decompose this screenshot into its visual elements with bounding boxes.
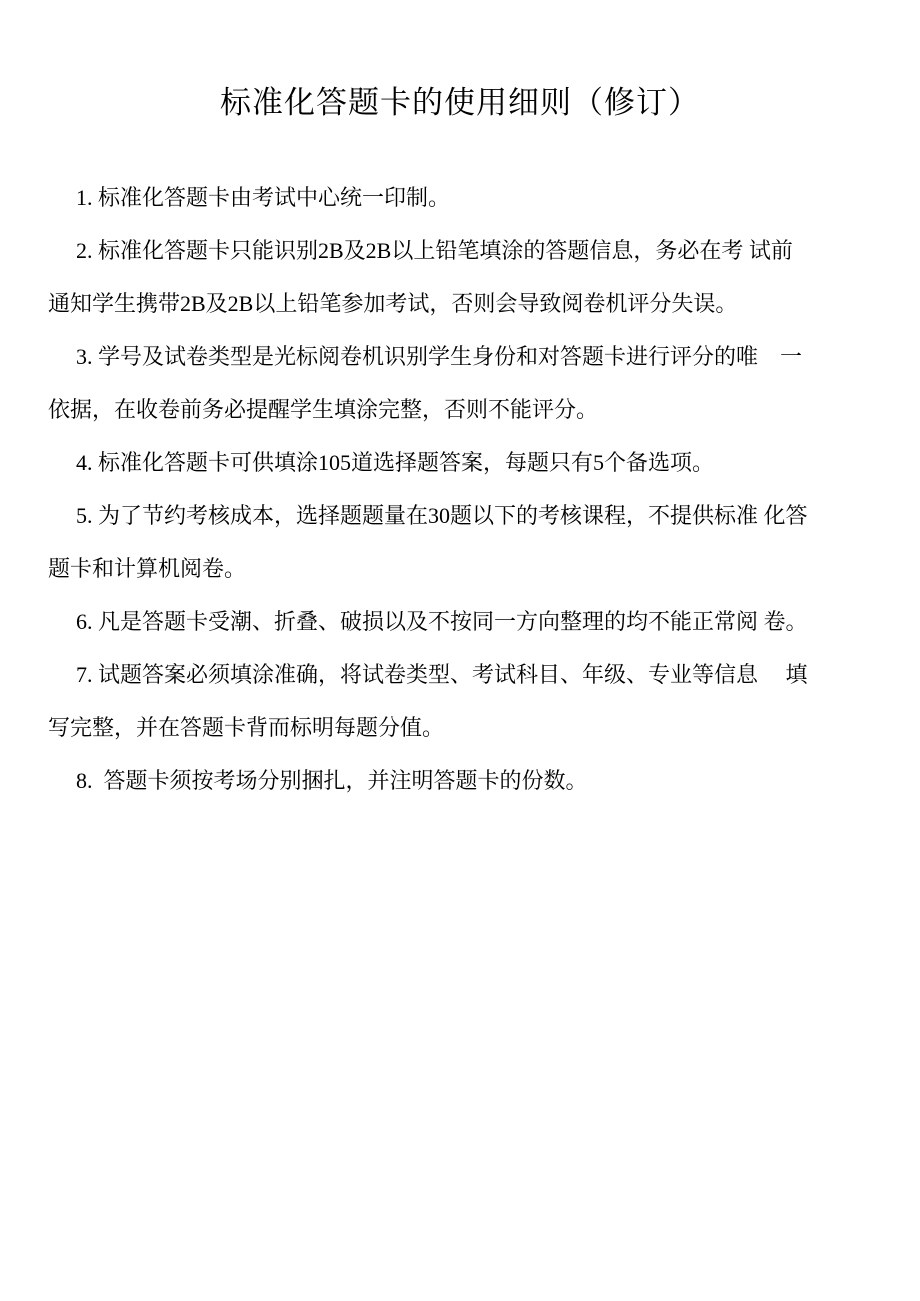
paragraph-4-first-line: 4. 标准化答题卡可供填涂105道选择题答案，每题只有5个备选项。 xyxy=(76,450,715,475)
paragraph-8-first-line: 8. 答题卡须按考场分别捆扎，并注明答题卡的份数。 xyxy=(76,768,588,793)
paragraph-3-first-line: 3. 学号及试卷类型是光标阅卷机识别学生身份和对答题卡进行评分的唯 一 xyxy=(76,344,803,369)
paragraph-5-line: 题卡和计算机阅卷。 xyxy=(48,556,247,581)
paragraph-6-first-line: 6. 凡是答题卡受潮、折叠、破损以及不按同一方向整理的均不能正常阅 卷。 xyxy=(76,609,808,634)
document-title: 标准化答题卡的使用细则（修订） xyxy=(220,85,700,120)
paragraph-7-first-line: 7. 试题答案必须填涂准确，将试卷类型、考试科目、年级、专业等信息 填 xyxy=(76,662,808,687)
paragraph-2-first-line: 2. 标准化答题卡只能识别2B及2B以上铅笔填涂的答题信息，务必在考 试前 xyxy=(76,238,793,263)
paragraph-5-first-line: 5. 为了节约考核成本，选择题题量在30题以下的考核课程，不提供标准 化答 xyxy=(76,503,808,528)
paragraph-1-first-line: 1. 标准化答题卡由考试中心统一印制。 xyxy=(76,185,451,210)
paragraph-2-line: 通知学生携带2B及2B以上铅笔参加考试，否则会导致阅卷机评分失误。 xyxy=(48,291,738,316)
paragraph-3-line: 依据，在收卷前务必提醒学生填涂完整，否则不能评分。 xyxy=(48,397,599,422)
document-body xyxy=(48,171,904,807)
paragraph-7-line: 写完整，并在答题卡背而标明每题分值。 xyxy=(48,715,445,740)
